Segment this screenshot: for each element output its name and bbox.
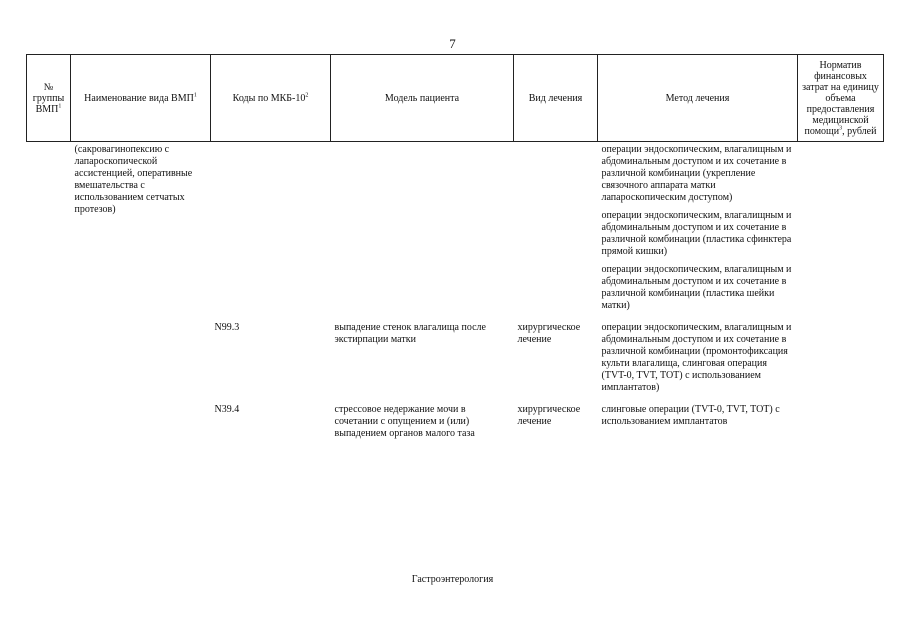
header-group-number: № группы ВМП$^1$ (27, 55, 71, 142)
cell-group (27, 402, 71, 442)
cell-group (27, 320, 71, 402)
cell-method (598, 402, 798, 442)
cell-method (598, 142, 798, 321)
cell-name (71, 402, 211, 442)
vmp-table (26, 54, 884, 442)
cell-treatment: хирургическое лечение (517, 404, 581, 427)
method-item: операции эндоскопическим, влагалищным и абдоминальным доступом и их сочетание в различной комбинации (укрепление связочного аппарата матки лапароскопическим доступом) (601, 144, 792, 203)
cell-code (211, 142, 331, 321)
method-item: операции эндоскопическим, влагалищным и абдоминальным доступом и их сочетание в различной комбинации (пластика сфинктера прямой кишки) (601, 210, 792, 257)
cell-norm (798, 320, 884, 402)
section-title: Гастроэнтерология (411, 574, 494, 585)
cell-treatment: хирургическое лечение (517, 322, 581, 345)
header-vmp-name: Наименование вида ВМП$^1$ (71, 55, 211, 142)
method-item: операции эндоскопическим, влагалищным и абдоминальным доступом и их сочетание в различной комбинации (промонтофиксация культи влагалища, слинговая операция (TVT-0, TVT, TOT) с использованием имплантатов) (601, 322, 792, 393)
header-treatment-method: Метод лечения (598, 55, 798, 142)
header-icd-codes: Коды по МКБ-$10^2$ (211, 55, 331, 142)
page-number: 7 (449, 36, 456, 51)
header-cost-norm: Норматив финансовых затрат на единицу объема предоставления медицинской помощи$^3$, рублей (798, 55, 884, 142)
cell-name (71, 320, 211, 402)
cell-treatment (514, 142, 598, 321)
method-item: слинговые операции (TVT-0, TVT, TOT) с использованием имплантатов (601, 404, 780, 427)
method-item: операции эндоскопическим, влагалищным и абдоминальным доступом и их сочетание в различной комбинации (пластика шейки матки) (601, 264, 792, 311)
cell-norm (798, 402, 884, 442)
cell-method (598, 320, 798, 402)
header-patient-model: Модель пациента (331, 55, 514, 142)
cell-norm (798, 142, 884, 321)
header-treatment-type: Вид лечения (514, 55, 598, 142)
cell-model (331, 142, 514, 321)
table-row (27, 142, 884, 321)
table-header-row (27, 55, 884, 142)
cell-model: выпадение стенок влагалища после экстирпации матки (334, 322, 486, 345)
table-row (27, 402, 884, 442)
table-row (27, 320, 884, 402)
cell-group (27, 142, 71, 321)
cell-code: N99.3 (214, 322, 240, 333)
cell-code: N39.4 (214, 404, 240, 415)
cell-model: стрессовое недержание мочи в сочетании с опущением и (или) выпадением органов малого таза (334, 404, 475, 439)
cell-name: (сакровагинопексию с лапароскопической ассистенцией, оперативные вмешательства с использованием сетчатых протезов) (74, 144, 193, 215)
